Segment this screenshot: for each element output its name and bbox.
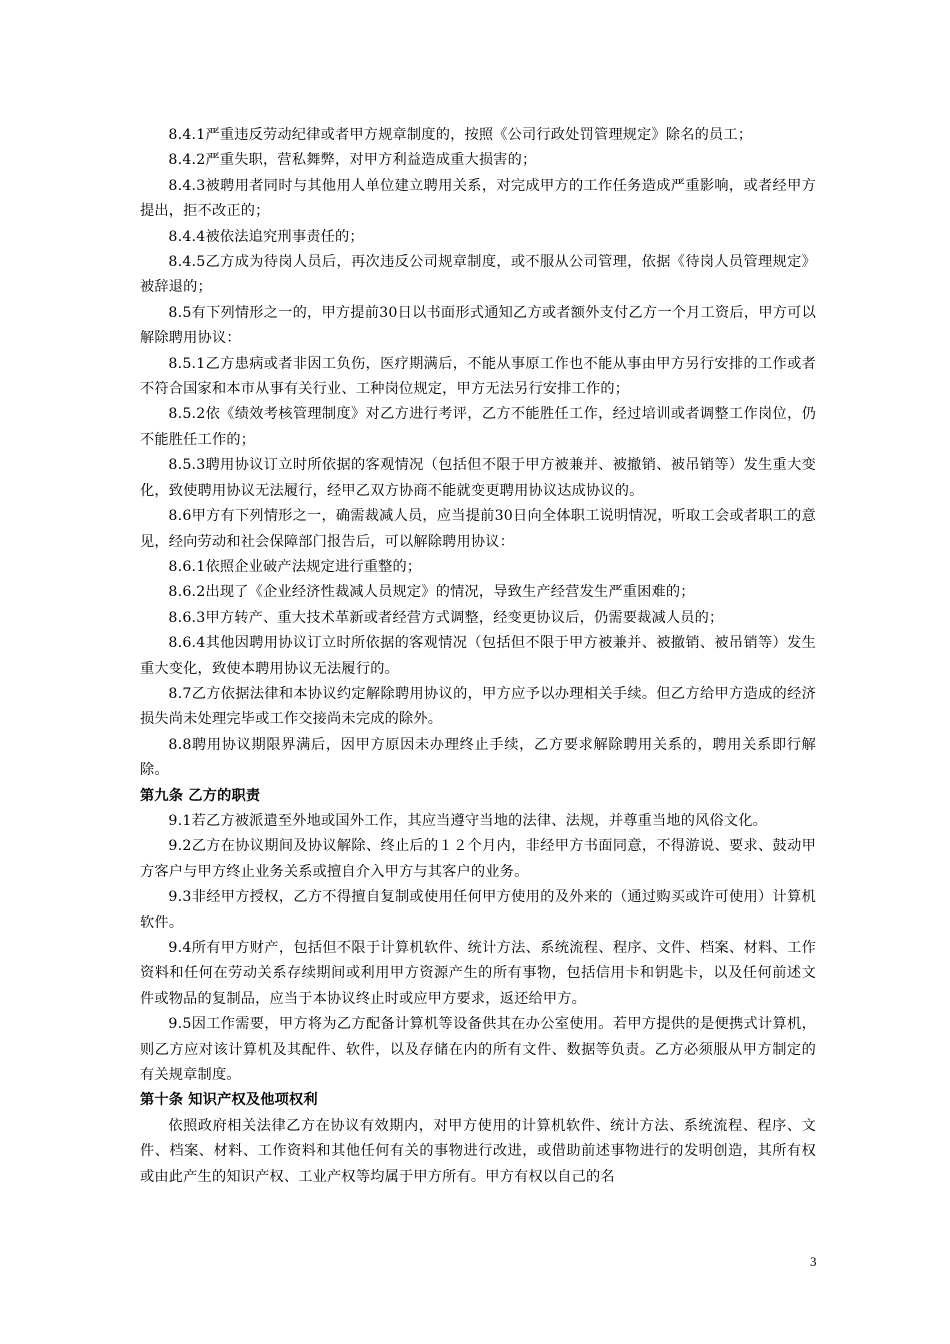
clause-9-2: 9.2乙方在协议期间及协议解除、终止后的１２个月内，非经甲方书面同意，不得游说、要求、鼓动甲方客户与甲方终止业务关系或擅自介入甲方与其客户的业务。 — [140, 838, 816, 880]
clause-8-4-4: 8.4.4被依法追究刑事责任的； — [168, 228, 364, 245]
article-10-paragraph: 依照政府相关法律乙方在协议有效期内，对甲方使用的计算机软件、统计方法、系统流程、程序、文件、档案、材料、工作资料和其他任何有关的事物进行改进，或借助前述事物进行的发明创造，其所有权或由此产生的知识产权、工业产权等均属于甲方所有。甲方有权以自己的名 — [140, 1117, 816, 1185]
clause-8-4-5: 8.4.5乙方成为待岗人员后，再次违反公司规章制度，或不服从公司管理，依据《待岗人员管理规定》被辞退的； — [140, 254, 816, 296]
clause-8-6-4: 8.6.4其他因聘用协议订立时所依据的客观情况（包括但不限于甲方被兼并、被撤销、被吊销等）发生重大变化，致使本聘用协议无法履行的。 — [140, 635, 816, 677]
article-10-heading: 第十条 知识产权及他项权利 — [140, 1092, 318, 1109]
clause-8-5-2: 8.5.2依《绩效考核管理制度》对乙方进行考评，乙方不能胜任工作，经过培训或者调整工作岗位，仍不能胜任工作的； — [140, 406, 816, 448]
page-number: 3 — [810, 1254, 817, 1269]
clause-9-1: 9.1若乙方被派遣至外地或国外工作，其应当遵守当地的法律、法规，并尊重当地的风俗文化。 — [168, 812, 768, 829]
clause-8-5-1: 8.5.1乙方患病或者非因工负伤，医疗期满后，不能从事原工作也不能从事由甲方另行安排的工作或者不符合国家和本市从事有关行业、工种岗位规定，甲方无法另行安排工作的； — [140, 355, 816, 398]
clause-8-5-3: 8.5.3聘用协议订立时所依据的客观情况（包括但不限于甲方被兼并、被撤销、被吊销等）发生重大变化，致使聘用协议无法履行，经甲乙双方协商不能就变更聘用协议达成协议的。 — [140, 457, 816, 499]
clause-8-6-2: 8.6.2出现了《企业经济性裁减人员规定》的情况，导致生产经营发生严重困难的； — [168, 584, 695, 601]
clause-8-6: 8.6甲方有下列情形之一，确需裁减人员，应当提前30日向全体职工说明情况，听取工会或者职工的意见，经向劳动和社会保障部门报告后，可以解除聘用协议： — [140, 508, 816, 550]
clause-9-5: 9.5因工作需要，甲方将为乙方配备计算机等设备供其在办公室使用。若甲方提供的是便携式计算机，则乙方应对该计算机及其配件、软件，以及存储在内的所有文件、数据等负责。乙方必须服从甲方制定的有关规章制度。 — [140, 1016, 816, 1084]
clause-9-4: 9.4所有甲方财产，包括但不限于计算机软件、统计方法、系统流程、程序、文件、档案、材料、工作资料和任何在劳动关系存续期间或利用甲方资源产生的所有事物，包括信用卡和钥匙卡，以及任何前述文件或物品的复制品，应当于本协议终止时或应甲方要求，返还给甲方。 — [140, 940, 816, 1007]
clause-8-8: 8.8聘用协议期限界满后，因甲方原因未办理终止手续，乙方要求解除聘用关系的，聘用关系即行解除。 — [140, 736, 816, 779]
clause-8-6-3: 8.6.3甲方转产、重大技术革新或者经营方式调整，经变更协议后，仍需要裁减人员的； — [168, 609, 724, 626]
clause-8-5: 8.5有下列情形之一的，甲方提前30日以书面形式通知乙方或者额外支付乙方一个月工资后，甲方可以解除聘用协议： — [140, 304, 816, 347]
clause-8-7: 8.7乙方依据法律和本协议约定解除聘用协议的，甲方应予以办理相关手续。但乙方给甲方造成的经济损失尚未处理完毕或工作交接尚未完成的除外。 — [140, 685, 816, 728]
clause-8-4-3: 8.4.3被聘用者同时与其他用人单位建立聘用关系，对完成甲方的工作任务造成严重影响，或者经甲方提出，拒不改正的； — [140, 177, 816, 220]
clause-8-4-1: 8.4.1严重违反劳动纪律或者甲方规章制度的，按照《公司行政处罚管理规定》除名的员工； — [168, 127, 753, 143]
document-body — [140, 123, 816, 1190]
clause-8-4-2: 8.4.2严重失职，营私舞弊，对甲方利益造成重大损害的； — [168, 152, 537, 169]
clause-9-3: 9.3非经甲方授权，乙方不得擅自复制或使用任何甲方使用的及外来的（通过购买或许可使用）计算机软件。 — [140, 889, 816, 931]
clause-8-6-1: 8.6.1依照企业破产法规定进行重整的； — [168, 558, 422, 575]
article-9-heading: 第九条 乙方的职责 — [140, 787, 261, 804]
